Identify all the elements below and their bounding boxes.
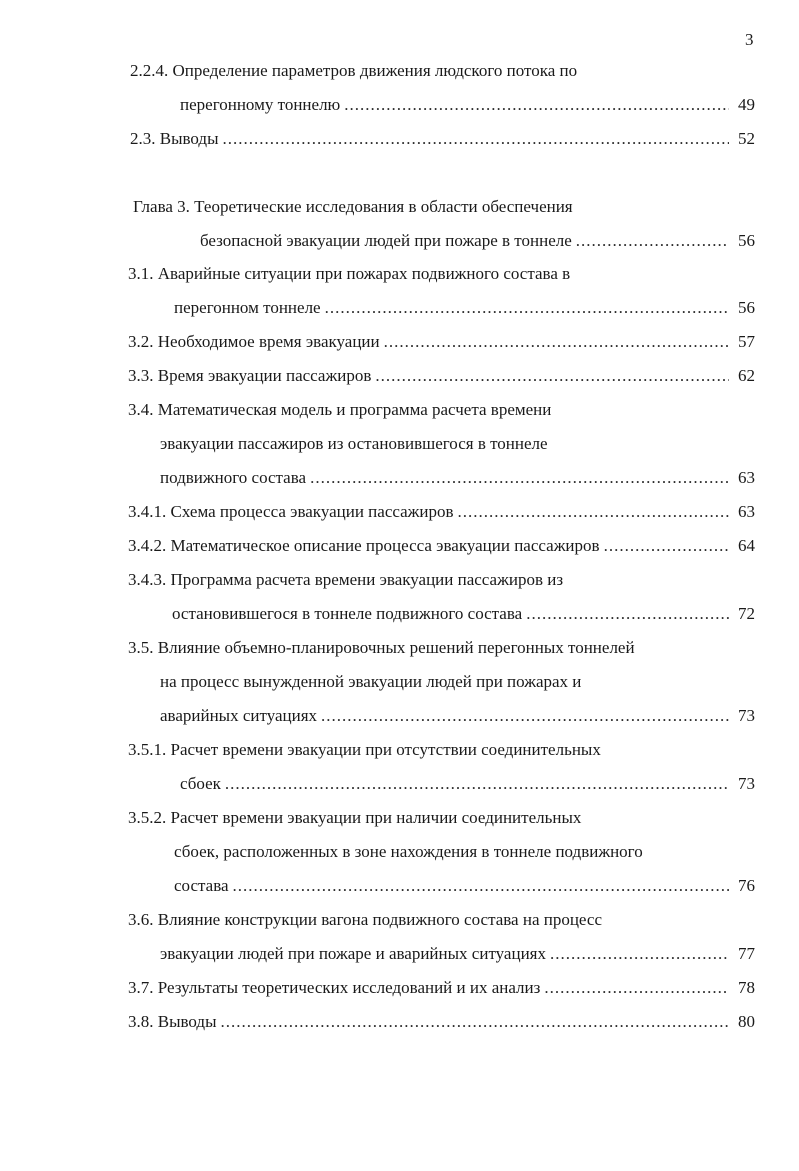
toc-entry-2-2-4-line1: 2.2.4. Определение параметров движения людского потока по (130, 61, 578, 80)
toc-entry-3-1-line1: 3.1. Аварийные ситуации при пожарах подвижного состава в (128, 264, 571, 283)
leader-dots (458, 501, 729, 523)
toc-page-number: 64 (738, 536, 755, 555)
toc-entry-text: перегонному тоннелю (180, 95, 341, 114)
toc-entry-chapter-3-line1: Глава 3. Теоретические исследования в области обеспечения (133, 197, 573, 216)
toc-entry-3-5[interactable] (160, 705, 755, 727)
toc-entry-text: остановившегося в тоннеле подвижного состава (172, 604, 523, 623)
leader-dots (550, 943, 729, 965)
toc-entry-3-4-2[interactable] (128, 535, 755, 557)
toc-entry-3-5-2[interactable] (174, 875, 755, 897)
leader-dots (375, 365, 729, 387)
toc-entry-3-5-2-line1: 3.5.2. Расчет времени эвакуации при наличии соединительных (128, 808, 582, 827)
toc-entry-3-5-1[interactable] (180, 773, 755, 795)
toc-entry-3-4-line2: эвакуации пассажиров из остановившегося в тоннеле (160, 434, 548, 453)
leader-dots (223, 128, 729, 150)
toc-page-number: 56 (738, 298, 755, 317)
toc-page-number: 57 (738, 332, 755, 351)
toc-entry-text: перегонном тоннеле (174, 298, 321, 317)
toc-entry-text: подвижного состава (160, 468, 307, 487)
toc-entry-text: аварийных ситуациях (160, 706, 318, 725)
toc-entry-3-6[interactable] (160, 943, 755, 965)
page-number: 3 (745, 30, 754, 49)
toc-entry-3-7[interactable] (128, 977, 755, 999)
toc-entry-3-2[interactable] (128, 331, 755, 353)
leader-dots (225, 773, 729, 795)
leader-dots (325, 297, 729, 319)
leader-dots (604, 535, 729, 557)
toc-entry-3-1[interactable] (174, 297, 755, 319)
toc-entry-2-3[interactable] (130, 128, 755, 150)
toc-entry-3-4-1[interactable] (128, 501, 755, 523)
toc-entry-text: 3.2. Необходимое время эвакуации (128, 332, 380, 351)
toc-entry-2-2-4[interactable] (180, 94, 755, 116)
leader-dots (233, 875, 729, 897)
toc-entry-3-5-line1: 3.5. Влияние объемно-планировочных решений перегонных тоннелей (128, 638, 635, 657)
leader-dots (221, 1011, 729, 1033)
toc-entry-text: 3.4.1. Схема процесса эвакуации пассажиров (128, 502, 454, 521)
toc-page-number: 78 (738, 978, 755, 997)
toc-entry-text: эвакуации людей при пожаре и аварийных ситуациях (160, 944, 546, 963)
toc-page-number: 76 (738, 876, 755, 895)
toc-entry-3-5-2-line2: сбоек, расположенных в зоне нахождения в тоннеле подвижного (174, 842, 643, 861)
leader-dots (576, 230, 729, 252)
toc-entry-3-8[interactable] (128, 1011, 755, 1033)
toc-page-number: 49 (738, 95, 755, 114)
toc-entry-text: безопасной эвакуации людей при пожаре в тоннеле (200, 231, 572, 250)
toc-page-number: 52 (738, 129, 755, 148)
toc-page-number: 73 (738, 706, 755, 725)
toc-entry-text: сбоек (180, 774, 221, 793)
toc-page-number: 63 (738, 502, 755, 521)
toc-entry-text: 2.3. Выводы (130, 129, 219, 148)
leader-dots (344, 94, 729, 116)
toc-page-number: 77 (738, 944, 755, 963)
toc-page-number: 62 (738, 366, 755, 385)
leader-dots (526, 603, 729, 625)
toc-entry-3-4-3-line1: 3.4.3. Программа расчета времени эвакуации пассажиров из (128, 570, 564, 589)
toc-entry-3-4[interactable] (160, 467, 755, 489)
leader-dots (310, 467, 729, 489)
toc-entry-text: 3.4.2. Математическое описание процесса эвакуации пассажиров (128, 536, 600, 555)
toc-entry-text: состава (174, 876, 229, 895)
toc-entry-text: 3.3. Время эвакуации пассажиров (128, 366, 372, 385)
toc-entry-chapter-3[interactable] (200, 230, 755, 252)
leader-dots (544, 977, 729, 999)
toc-entry-text: 3.8. Выводы (128, 1012, 217, 1031)
toc-page-number: 63 (738, 468, 755, 487)
toc-page-number: 72 (738, 604, 755, 623)
toc-entry-3-6-line1: 3.6. Влияние конструкции вагона подвижного состава на процесс (128, 910, 602, 929)
toc-page-number: 80 (738, 1012, 755, 1031)
toc-entry-3-4-3[interactable] (172, 603, 755, 625)
toc-entry-3-5-1-line1: 3.5.1. Расчет времени эвакуации при отсутствии соединительных (128, 740, 601, 759)
toc-page-number: 56 (738, 231, 755, 250)
toc-entry-text: 3.7. Результаты теоретических исследований и их анализ (128, 978, 541, 997)
toc-entry-3-3[interactable] (128, 365, 755, 387)
toc-entry-3-5-line2: на процесс вынужденной эвакуации людей при пожарах и (160, 672, 582, 691)
toc-entry-3-4-line1: 3.4. Математическая модель и программа расчета времени (128, 400, 552, 419)
leader-dots (321, 705, 729, 727)
toc-page-number: 73 (738, 774, 755, 793)
leader-dots (384, 331, 729, 353)
